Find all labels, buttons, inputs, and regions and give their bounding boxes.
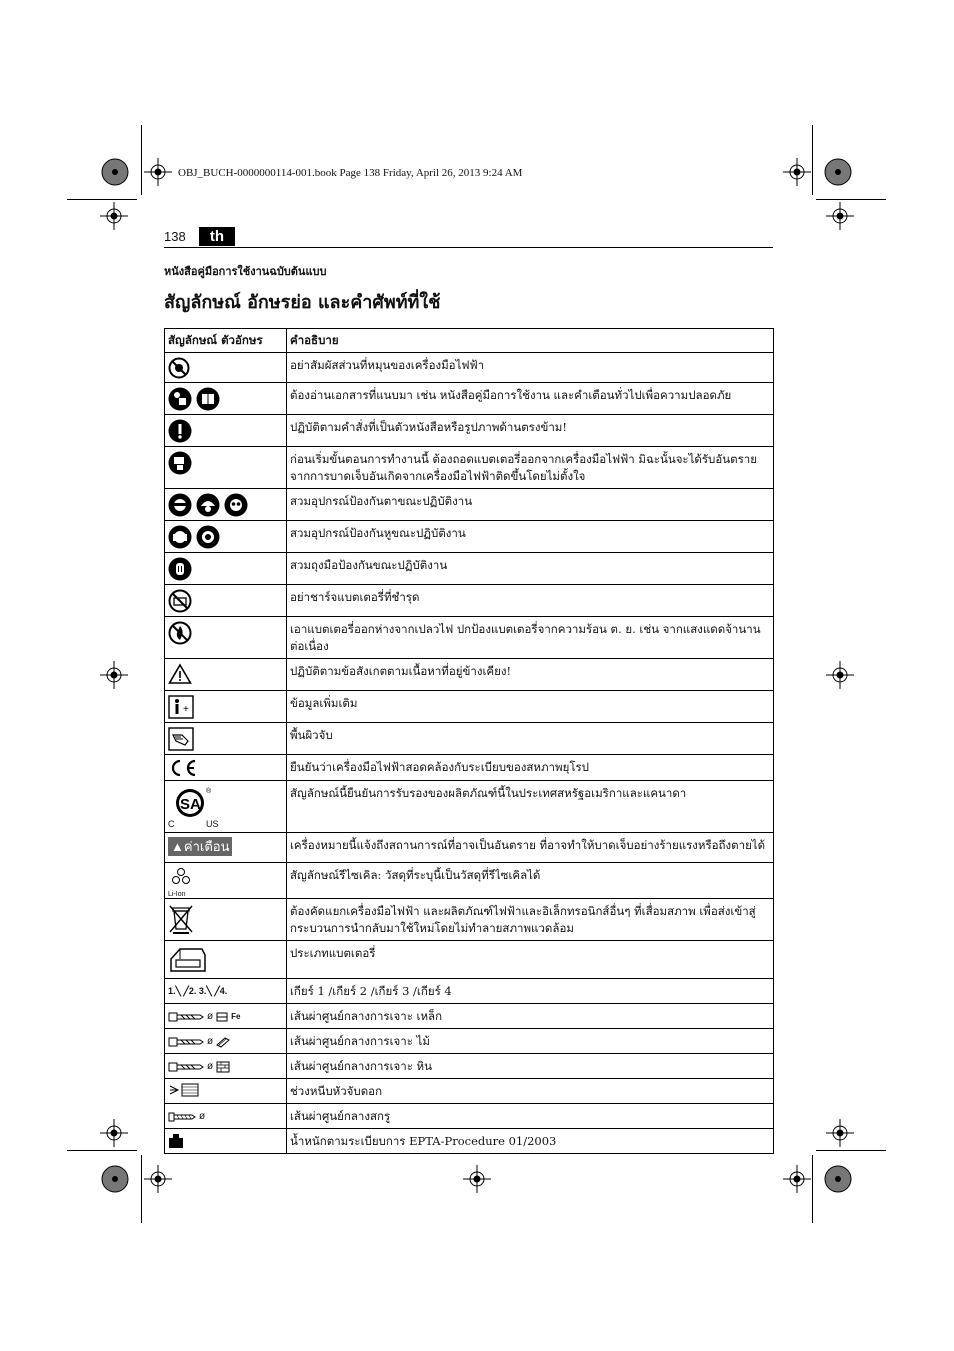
row-description: ต้องคัดแยกเครื่องมือไฟฟ้า และผลิตภัณฑ์ไฟฟ้าและอิเล็กทรอนิกส์อื่นๆ ที่เสื่อมสภาพ เพื่อส่งเข้าสู่กระบวนการนำกลับมาใช้ใหม่โดยไม่ทำลายสภาพแวดล้อม [287,899,774,941]
gear-3-label: 3. [198,986,207,996]
row-description: ข้อมูลเพิ่มเติม [287,691,774,723]
column-header-symbol: สัญลักษณ์ ตัวอักษร [165,329,287,353]
row-description: เส้นผ่าศูนย์กลางสกรู [287,1104,774,1129]
row-description: เครื่องหมายนี้แจ้งถึงสถานการณ์ที่อาจเป็นอันตราย ที่อาจทำให้บาดเจ็บอย่างร้ายแรงหรือถึงตายได้ [287,833,774,863]
row-description: ปฏิบัติตามคำสั่งที่เป็นตัวหนังสือหรือรูปภาพด้านตรงข้าม! [287,415,774,447]
row-description: เกียร์ 1 /เกียร์ 2 /เกียร์ 3 /เกียร์ 4 [287,979,774,1004]
row-description: สวมอุปกรณ์ป้องกันหูขณะปฏิบัติงาน [287,521,774,553]
row-description: พื้นผิวจับ [287,723,774,755]
li-ion-label: Li-Ion [168,891,186,898]
column-header-description: คำอธิบาย [287,329,774,353]
row-description: ยืนยันว่าเครื่องมือไฟฟ้าสอดคล้องกับระเบียบของสหภาพยุโรป [287,755,774,781]
row-description: น้ำหนักตามระเบียบการ EPTA-Procedure 01/2003 [287,1129,774,1154]
csa-c-label: C [168,819,175,829]
row-description: ปฏิบัติตามข้อสังเกตตามเนื้อหาที่อยู่ข้างเคียง! [287,659,774,691]
diameter-sign: ø [207,1011,214,1022]
section-heading: สัญลักษณ์ อักษรย่อ และคำศัพท์ที่ใช้ [164,292,441,313]
row-description: เส้นผ่าศูนย์กลางการเจาะ เหล็ก [287,1004,774,1029]
document-subtitle: หนังสือคู่มือการใช้งานฉบับต้นแบบ [164,265,327,278]
row-description: เส้นผ่าศูนย์กลางการเจาะ หิน [287,1054,774,1079]
row-description: ต้องอ่านเอกสารที่แนบมา เช่น หนังสือคู่มือการใช้งาน และคำเตือนทั่วไปเพื่อความปลอดภัย [287,383,774,415]
fe-label: Fe [231,1012,241,1021]
gear-2-label: 2. [188,986,197,996]
row-description: เส้นผ่าศูนย์กลางการเจาะ ไม้ [287,1029,774,1054]
row-description: เอาแบตเตอรี่ออกห่างจากเปลวไฟ ปกป้องแบตเตอรี่จากความร้อน ต. ย. เช่น จากแสงแดดจ้านานต่อเนื่อง [287,617,774,659]
warning-label-text: ค่าเตือน [183,839,230,854]
row-description: สัญลักษณ์นี้ยืนยันการรับรองของผลิตภัณฑ์นี้ในประเทศสหรัฐอเมริกาและแคนาดา [287,781,774,833]
row-description: อย่าสัมผัสส่วนที่หมุนของเครื่องมือไฟฟ้า [287,353,774,383]
diameter-sign: ø [199,1111,206,1122]
svg-text:SA: SA [180,796,201,813]
row-description: ประเภทแบตเตอรี่ [287,941,774,979]
print-header: OBJ_BUCH-0000000114-001.book Page 138 Friday, April 26, 2013 9:24 AM [178,167,523,179]
row-description: สวมถุงมือป้องกันขณะปฏิบัติงาน [287,553,774,585]
row-description: อย่าชาร์จแบตเตอรี่ที่ชำรุด [287,585,774,617]
gear-selector-icon: 1.╲ ╱2. 3.╲ ╱4. [168,986,228,996]
page-number: 138 [164,229,186,244]
diameter-sign: ø [207,1036,214,1047]
diameter-sign: ø [207,1061,214,1072]
row-description: สัญลักษณ์รีไซเคิล: วัสดุที่ระบุนี้เป็นวัสดุที่รีไซเคิลได้ [287,863,774,899]
row-description: สวมอุปกรณ์ป้องกันตาขณะปฏิบัติงาน [287,489,774,521]
svg-text:+: + [183,704,189,715]
row-description: ก่อนเริ่มขั้นตอนการทำงานนี้ ต้องถอดแบตเตอรี่ออกจากเครื่องมือไฟฟ้า มิฉะนั้นจะได้รับอันตรายจากการบาดเจ็บอันเกิดจากเครื่องมือไฟฟ้าติดขึ้นโดยไม่ตั้งใจ [287,447,774,489]
svg-text:®: ® [206,788,212,795]
gear-4-label: 4. [219,986,228,996]
gear-1-label: 1. [168,986,176,996]
language-badge: th [199,227,235,246]
row-description: ช่วงหนีบหัวจับดอก [287,1079,774,1104]
csa-us-label: US [206,819,219,829]
warning-label-icon: ▲ค่าเตือน [168,837,232,856]
